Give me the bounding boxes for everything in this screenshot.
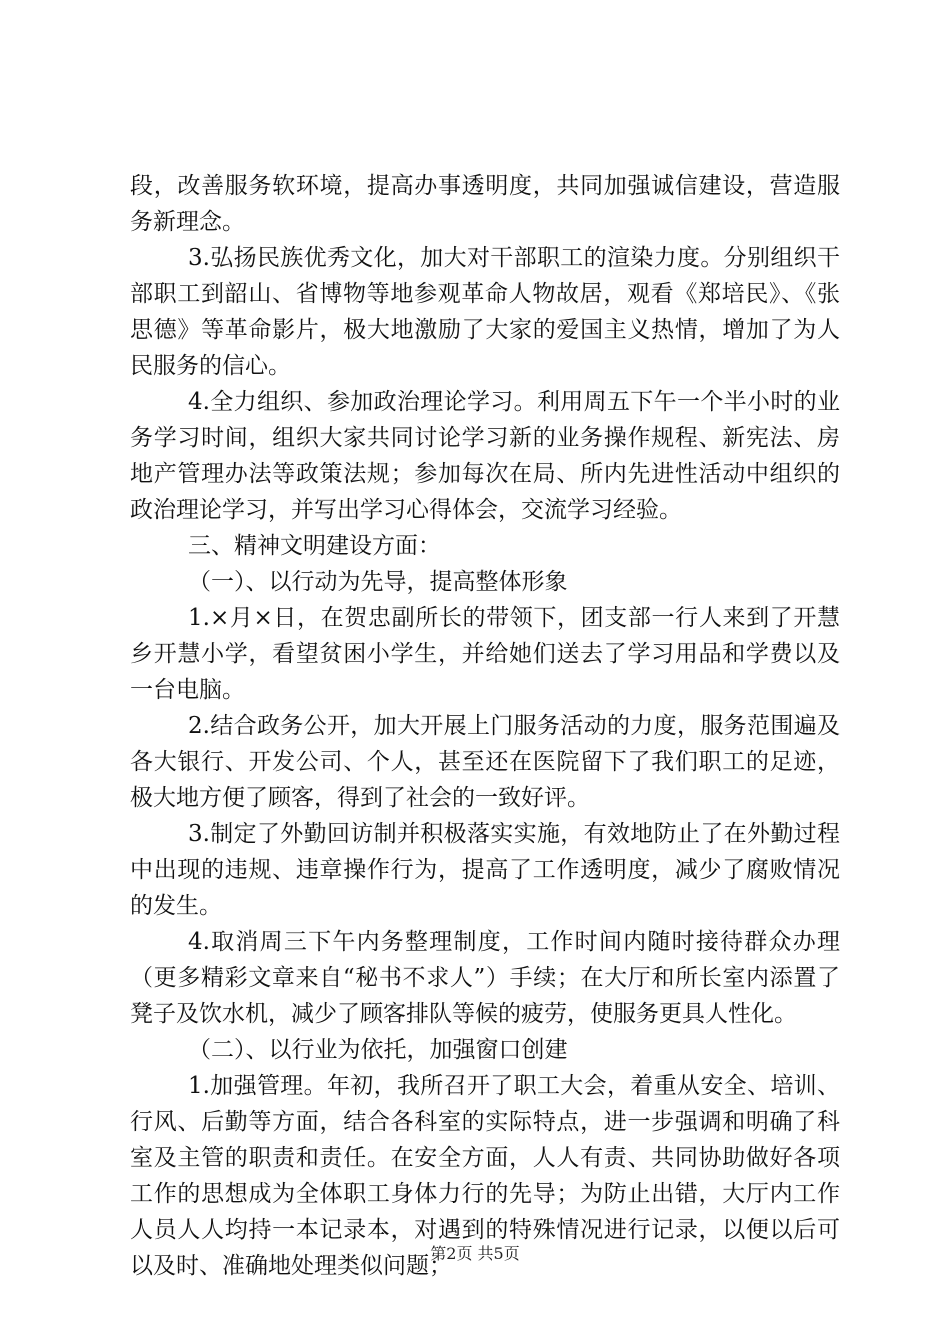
paragraph-item-1-visit: 1.×月×日，在贺忠副所长的带领下，团支部一行人来到了开慧乡开慧小学，看望贫困小学生，并给她们送去了学习用品和学费以及一台电脑。	[130, 605, 840, 703]
page-footer: 第2页 共5页	[430, 1244, 520, 1263]
paragraph-item-3-followup: 3.制定了外勤回访制并积极落实实施，有效地防止了在外勤过程中出现的违规、违章操作行为，提高了工作透明度，减少了腐败情况的发生。	[130, 821, 840, 919]
paragraph-continuation: 段，改善服务软环境，提高办事透明度，共同加强诚信建设，营造服务新理念。	[130, 173, 840, 235]
paragraph-item-4-study: 4.全力组织、参加政治理论学习。利用周五下午一个半小时的业务学习时间，组织大家共同讨论学习新的业务操作规程、新宪法、房地产管理办法等政策法规；参加每次在局、所内先进性活动中组织的政治理论学习，并写出学习心得体会，交流学习经验。	[130, 389, 840, 523]
document-body	[130, 168, 840, 1284]
subsection-heading-window: （二）、以行业为依托，加强窗口创建	[188, 1037, 568, 1063]
section-heading-spiritual-civilization: 三、精神文明建设方面：	[188, 533, 441, 559]
paragraph-item-3-culture: 3.弘扬民族优秀文化，加大对干部职工的渲染力度。分别组织干部职工到韶山、省博物等地参观革命人物故居，观看《郑培民》、《张思德》等革命影片，极大地激励了大家的爱国主义热情，增加了为人民服务的信心。	[130, 245, 840, 379]
paragraph-item-4-reception: 4.取消周三下午内务整理制度，工作时间内随时接待群众办理（更多精彩文章来自“秘书不求人”）手续；在大厅和所长室内添置了凳子及饮水机，减少了顾客排队等候的疲劳，使服务更具人性化。	[130, 929, 840, 1027]
subsection-heading-action: （一）、以行动为先导，提高整体形象	[188, 569, 568, 595]
paragraph-item-2-service: 2.结合政务公开，加大开展上门服务活动的力度，服务范围遍及各大银行、开发公司、个人，甚至还在医院留下了我们职工的足迹，极大地方便了顾客，得到了社会的一致好评。	[130, 713, 840, 811]
paragraph-item-1-management: 1.加强管理。年初，我所召开了职工大会，着重从安全、培训、行风、后勤等方面，结合各科室的实际特点，进一步强调和明确了科室及主管的职责和责任。在安全方面，人人有责、共同协助做好各项工作的思想成为全体职工身体力行的先导；为防止出错，大厅内工作人员人人均持一本记录本，对遇到的特殊情况进行记录，以便以后可以及时、准确地处理类似问题；	[130, 1073, 840, 1279]
